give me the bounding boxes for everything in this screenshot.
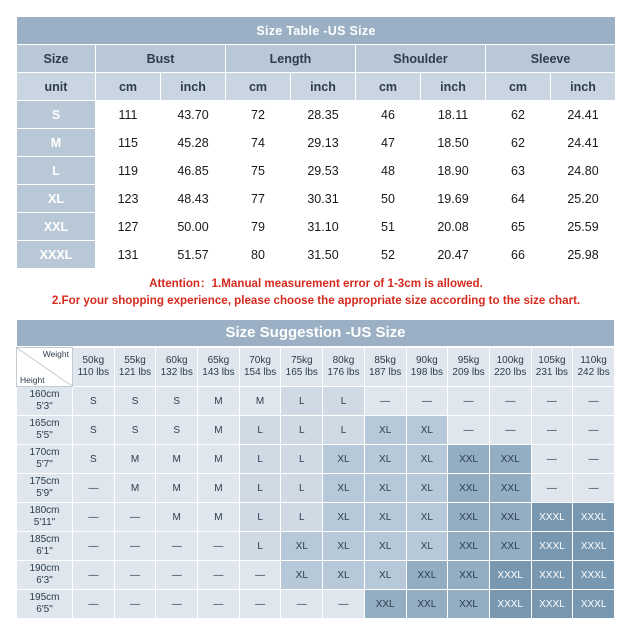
table-row xyxy=(17,101,616,129)
cell-bust-inch: 51.57 xyxy=(161,241,226,269)
suggestion-cell: — xyxy=(156,532,198,561)
size-suggestion-table xyxy=(16,347,615,619)
height-row-header xyxy=(17,387,73,416)
suggestion-cell: S xyxy=(114,387,156,416)
suggestion-cell: — xyxy=(573,445,615,474)
weight-kg: 60kg xyxy=(165,355,188,366)
table-row xyxy=(17,590,615,619)
cell-sleeve-cm: 64 xyxy=(486,185,551,213)
suggestion-cell: — xyxy=(73,503,115,532)
table-row xyxy=(17,532,615,561)
weight-lbs: 176 lbs xyxy=(327,367,360,378)
suggestion-cell: — xyxy=(114,532,156,561)
suggestion-cell: S xyxy=(156,387,198,416)
suggestion-cell: M xyxy=(114,445,156,474)
header-bust: Bust xyxy=(96,45,226,73)
axis-corner-cell xyxy=(17,348,73,387)
unit-shoulder-cm: cm xyxy=(356,73,421,101)
weight-col-header xyxy=(198,348,240,387)
weight-lbs: 110 lbs xyxy=(77,367,110,378)
suggestion-cell: — xyxy=(323,590,365,619)
cell-length-inch: 29.53 xyxy=(291,157,356,185)
suggestion-cell: XL xyxy=(406,445,448,474)
table-row xyxy=(17,561,615,590)
suggestion-cell: M xyxy=(156,445,198,474)
suggestion-cell: XXXL xyxy=(573,561,615,590)
height-cm: 170cm xyxy=(29,447,60,458)
cell-sleeve-inch: 25.59 xyxy=(551,213,616,241)
suggestion-cell: L xyxy=(239,416,281,445)
suggestion-cell: — xyxy=(198,590,240,619)
suggestion-cell: XL xyxy=(364,532,406,561)
suggestion-cell: XXL xyxy=(406,561,448,590)
table-row xyxy=(17,241,616,269)
weight-col-header xyxy=(281,348,323,387)
suggestion-cell: XL xyxy=(406,474,448,503)
height-row-header xyxy=(17,532,73,561)
cell-sleeve-inch: 24.80 xyxy=(551,157,616,185)
weight-kg: 75kg xyxy=(290,355,313,366)
size-suggestion-title: Size Suggestion -US Size xyxy=(16,319,615,347)
weight-col-header xyxy=(323,348,365,387)
suggestion-cell: — xyxy=(406,387,448,416)
corner-height-label: Height xyxy=(20,375,45,385)
size-table xyxy=(16,16,616,311)
height-row-header xyxy=(17,445,73,474)
cell-length-inch: 30.31 xyxy=(291,185,356,213)
suggestion-cell: XXXL xyxy=(531,532,573,561)
suggestion-cell: M xyxy=(114,474,156,503)
suggestion-cell: — xyxy=(198,561,240,590)
suggestion-cell: — xyxy=(156,561,198,590)
weight-kg: 85kg xyxy=(374,355,396,366)
suggestion-cell: XL xyxy=(364,503,406,532)
suggestion-cell: XXL xyxy=(448,532,490,561)
suggestion-cell: — xyxy=(573,387,615,416)
suggestion-cell: XXXL xyxy=(489,561,531,590)
unit-length-inch: inch xyxy=(291,73,356,101)
cell-bust-cm: 127 xyxy=(96,213,161,241)
header-shoulder: Shoulder xyxy=(356,45,486,73)
suggestion-cell: — xyxy=(489,416,531,445)
table-row xyxy=(17,157,616,185)
suggestion-cell: S xyxy=(73,416,115,445)
cell-shoulder-cm: 46 xyxy=(356,101,421,129)
suggestion-cell: XL xyxy=(323,532,365,561)
attention-note-line2: 2.For your shopping experience, please choose the appropriate size according to the size chart. xyxy=(51,294,581,307)
size-table-unit-row xyxy=(17,73,616,101)
suggestion-cell: — xyxy=(531,416,573,445)
height-ft: 5'9" xyxy=(36,488,53,499)
row-size-label: XL xyxy=(17,185,96,213)
cell-bust-inch: 48.43 xyxy=(161,185,226,213)
cell-bust-cm: 115 xyxy=(96,129,161,157)
cell-length-cm: 80 xyxy=(226,241,291,269)
suggestion-cell: L xyxy=(281,387,323,416)
cell-shoulder-cm: 48 xyxy=(356,157,421,185)
suggestion-cell: XXXL xyxy=(531,590,573,619)
suggestion-cell: XXXL xyxy=(573,590,615,619)
suggestion-header-row xyxy=(17,348,615,387)
suggestion-cell: — xyxy=(573,474,615,503)
cell-shoulder-cm: 52 xyxy=(356,241,421,269)
suggestion-cell: XXL xyxy=(448,561,490,590)
suggestion-cell: — xyxy=(114,590,156,619)
weight-col-header xyxy=(239,348,281,387)
height-row-header xyxy=(17,561,73,590)
height-ft: 6'5" xyxy=(36,604,53,615)
suggestion-cell: — xyxy=(448,416,490,445)
height-cm: 175cm xyxy=(29,476,60,487)
cell-shoulder-cm: 50 xyxy=(356,185,421,213)
weight-kg: 55kg xyxy=(124,355,146,366)
cell-sleeve-inch: 24.41 xyxy=(551,129,616,157)
cell-bust-inch: 45.28 xyxy=(161,129,226,157)
suggestion-cell: XL xyxy=(281,532,323,561)
suggestion-cell: — xyxy=(531,445,573,474)
unit-label: unit xyxy=(17,73,96,101)
suggestion-cell: XL xyxy=(323,561,365,590)
weight-kg: 70kg xyxy=(249,355,271,366)
cell-shoulder-inch: 20.08 xyxy=(421,213,486,241)
height-row-header xyxy=(17,503,73,532)
cell-bust-inch: 50.00 xyxy=(161,213,226,241)
cell-length-inch: 28.35 xyxy=(291,101,356,129)
suggestion-cell: L xyxy=(281,445,323,474)
weight-kg: 50kg xyxy=(82,355,105,366)
attention-note-line1: Attention：1.Manual measurement error of 1-3cm is allowed. xyxy=(149,277,483,290)
suggestion-cell: L xyxy=(323,387,365,416)
suggestion-cell: — xyxy=(239,561,281,590)
suggestion-cell: XL xyxy=(323,474,365,503)
attention-note xyxy=(17,269,616,312)
suggestion-cell: M xyxy=(198,416,240,445)
suggestion-cell: XXXL xyxy=(573,503,615,532)
cell-shoulder-cm: 47 xyxy=(356,129,421,157)
suggestion-cell: L xyxy=(281,503,323,532)
height-ft: 6'1" xyxy=(36,546,53,557)
suggestion-cell: — xyxy=(573,416,615,445)
height-cm: 195cm xyxy=(29,592,60,603)
cell-length-cm: 72 xyxy=(226,101,291,129)
suggestion-cell: — xyxy=(198,532,240,561)
unit-shoulder-inch: inch xyxy=(421,73,486,101)
table-row xyxy=(17,387,615,416)
height-cm: 180cm xyxy=(29,505,60,516)
height-row-header xyxy=(17,474,73,503)
suggestion-cell: XL xyxy=(364,416,406,445)
weight-kg: 95kg xyxy=(457,355,480,366)
cell-sleeve-inch: 25.98 xyxy=(551,241,616,269)
cell-shoulder-cm: 51 xyxy=(356,213,421,241)
weight-kg: 110kg xyxy=(580,355,607,366)
suggestion-cell: XL xyxy=(364,445,406,474)
suggestion-cell: XXXL xyxy=(489,590,531,619)
row-size-label: L xyxy=(17,157,96,185)
suggestion-cell: L xyxy=(239,474,281,503)
suggestion-cell: XXL xyxy=(489,445,531,474)
weight-lbs: 220 lbs xyxy=(494,367,527,378)
weight-col-header xyxy=(573,348,615,387)
table-row xyxy=(17,474,615,503)
cell-bust-inch: 46.85 xyxy=(161,157,226,185)
suggestion-cell: — xyxy=(114,561,156,590)
weight-lbs: 154 lbs xyxy=(243,367,277,378)
suggestion-cell: L xyxy=(281,474,323,503)
table-row xyxy=(17,445,615,474)
suggestion-cell: XL xyxy=(406,416,448,445)
header-size: Size xyxy=(17,45,96,73)
cell-shoulder-inch: 18.90 xyxy=(421,157,486,185)
weight-kg: 105kg xyxy=(538,355,566,366)
cell-length-cm: 79 xyxy=(226,213,291,241)
suggestion-cell: — xyxy=(239,590,281,619)
row-size-label: XXL xyxy=(17,213,96,241)
weight-col-header xyxy=(156,348,198,387)
suggestion-cell: L xyxy=(239,445,281,474)
header-length: Length xyxy=(226,45,356,73)
cell-length-inch: 31.10 xyxy=(291,213,356,241)
suggestion-cell: M xyxy=(156,503,198,532)
weight-lbs: 231 lbs xyxy=(535,367,569,378)
suggestion-cell: XXXL xyxy=(531,561,573,590)
cell-sleeve-cm: 62 xyxy=(486,101,551,129)
suggestion-cell: — xyxy=(73,474,115,503)
suggestion-cell: — xyxy=(281,590,323,619)
table-row xyxy=(17,213,616,241)
suggestion-cell: — xyxy=(448,387,490,416)
table-row xyxy=(17,416,615,445)
suggestion-cell: — xyxy=(489,387,531,416)
weight-col-header xyxy=(448,348,490,387)
cell-bust-inch: 43.70 xyxy=(161,101,226,129)
suggestion-cell: XL xyxy=(406,503,448,532)
suggestion-cell: XXL xyxy=(489,503,531,532)
weight-lbs: 121 lbs xyxy=(118,367,152,378)
weight-lbs: 209 lbs xyxy=(452,367,485,378)
suggestion-cell: XL xyxy=(281,561,323,590)
row-size-label: M xyxy=(17,129,96,157)
suggestion-cell: — xyxy=(114,503,156,532)
unit-bust-inch: inch xyxy=(161,73,226,101)
suggestion-cell: L xyxy=(323,416,365,445)
cell-shoulder-inch: 20.47 xyxy=(421,241,486,269)
cell-length-cm: 77 xyxy=(226,185,291,213)
weight-kg: 100kg xyxy=(496,355,524,366)
cell-sleeve-cm: 66 xyxy=(486,241,551,269)
table-row xyxy=(17,503,615,532)
weight-col-header xyxy=(364,348,406,387)
unit-length-cm: cm xyxy=(226,73,291,101)
cell-sleeve-inch: 25.20 xyxy=(551,185,616,213)
size-table-title-row xyxy=(17,17,616,45)
suggestion-cell: S xyxy=(114,416,156,445)
cell-sleeve-inch: 24.41 xyxy=(551,101,616,129)
size-table-title: Size Table -US Size xyxy=(17,17,616,45)
suggestion-cell: XXL xyxy=(406,590,448,619)
suggestion-cell: S xyxy=(156,416,198,445)
suggestion-cell: M xyxy=(198,474,240,503)
weight-col-header xyxy=(489,348,531,387)
suggestion-cell: XXXL xyxy=(531,503,573,532)
weight-col-header xyxy=(73,348,115,387)
height-ft: 6'3" xyxy=(36,575,53,586)
suggestion-cell: M xyxy=(239,387,281,416)
height-ft: 5'3" xyxy=(36,401,53,412)
suggestion-cell: XXL xyxy=(448,445,490,474)
suggestion-cell: — xyxy=(364,387,406,416)
row-size-label: XXXL xyxy=(17,241,96,269)
cell-length-inch: 31.50 xyxy=(291,241,356,269)
height-cm: 185cm xyxy=(29,534,60,545)
suggestion-cell: — xyxy=(156,590,198,619)
cell-bust-cm: 111 xyxy=(96,101,161,129)
cell-sleeve-cm: 62 xyxy=(486,129,551,157)
weight-col-header xyxy=(114,348,156,387)
suggestion-cell: XL xyxy=(323,445,365,474)
suggestion-cell: M xyxy=(198,445,240,474)
weight-kg: 90kg xyxy=(416,355,438,366)
row-size-label: S xyxy=(17,101,96,129)
cell-length-cm: 74 xyxy=(226,129,291,157)
suggestion-cell: M xyxy=(198,503,240,532)
suggestion-cell: XL xyxy=(364,474,406,503)
unit-bust-cm: cm xyxy=(96,73,161,101)
weight-lbs: 143 lbs xyxy=(202,367,235,378)
weight-col-header xyxy=(406,348,448,387)
size-table-group-header-row xyxy=(17,45,616,73)
weight-lbs: 187 lbs xyxy=(369,367,402,378)
suggestion-cell: M xyxy=(198,387,240,416)
weight-lbs: 165 lbs xyxy=(285,367,318,378)
cell-shoulder-inch: 18.50 xyxy=(421,129,486,157)
attention-note-row xyxy=(17,269,616,312)
height-row-header xyxy=(17,416,73,445)
cell-bust-cm: 131 xyxy=(96,241,161,269)
weight-kg: 65kg xyxy=(207,355,230,366)
suggestion-cell: — xyxy=(73,561,115,590)
cell-length-cm: 75 xyxy=(226,157,291,185)
suggestion-cell: — xyxy=(531,474,573,503)
suggestion-cell: XXL xyxy=(364,590,406,619)
suggestion-cell: — xyxy=(531,387,573,416)
cell-shoulder-inch: 19.69 xyxy=(421,185,486,213)
suggestion-cell: XL xyxy=(406,532,448,561)
suggestion-cell: XL xyxy=(364,561,406,590)
suggestion-cell: M xyxy=(156,474,198,503)
height-ft: 5'11" xyxy=(33,517,56,528)
height-ft: 5'5" xyxy=(36,430,53,441)
suggestion-cell: XXL xyxy=(489,474,531,503)
weight-kg: 80kg xyxy=(332,355,355,366)
suggestion-cell: — xyxy=(73,532,115,561)
weight-lbs: 198 lbs xyxy=(410,367,443,378)
unit-sleeve-inch: inch xyxy=(551,73,616,101)
suggestion-cell: XXL xyxy=(489,532,531,561)
table-row xyxy=(17,129,616,157)
suggestion-cell: XXL xyxy=(448,474,490,503)
cell-sleeve-cm: 65 xyxy=(486,213,551,241)
height-cm: 190cm xyxy=(29,563,60,574)
height-cm: 160cm xyxy=(29,389,60,400)
cell-shoulder-inch: 18.11 xyxy=(421,101,486,129)
weight-lbs: 242 lbs xyxy=(577,367,610,378)
weight-lbs: 132 lbs xyxy=(160,367,193,378)
table-row xyxy=(17,185,616,213)
cell-sleeve-cm: 63 xyxy=(486,157,551,185)
suggestion-cell: L xyxy=(239,503,281,532)
height-ft: 5'7" xyxy=(36,459,53,470)
suggestion-cell: S xyxy=(73,387,115,416)
cell-bust-cm: 123 xyxy=(96,185,161,213)
suggestion-cell: — xyxy=(73,590,115,619)
corner-weight-label: Weight xyxy=(42,349,69,359)
suggestion-cell: XXXL xyxy=(573,532,615,561)
height-row-header xyxy=(17,590,73,619)
suggestion-cell: XXL xyxy=(448,590,490,619)
suggestion-cell: XL xyxy=(323,503,365,532)
suggestion-cell: XXL xyxy=(448,503,490,532)
suggestion-cell: S xyxy=(73,445,115,474)
unit-sleeve-cm: cm xyxy=(486,73,551,101)
size-suggestion-section xyxy=(16,319,615,619)
cell-length-inch: 29.13 xyxy=(291,129,356,157)
cell-bust-cm: 119 xyxy=(96,157,161,185)
suggestion-cell: L xyxy=(281,416,323,445)
suggestion-cell: L xyxy=(239,532,281,561)
height-cm: 165cm xyxy=(29,418,60,429)
weight-col-header xyxy=(531,348,573,387)
header-sleeve: Sleeve xyxy=(486,45,616,73)
